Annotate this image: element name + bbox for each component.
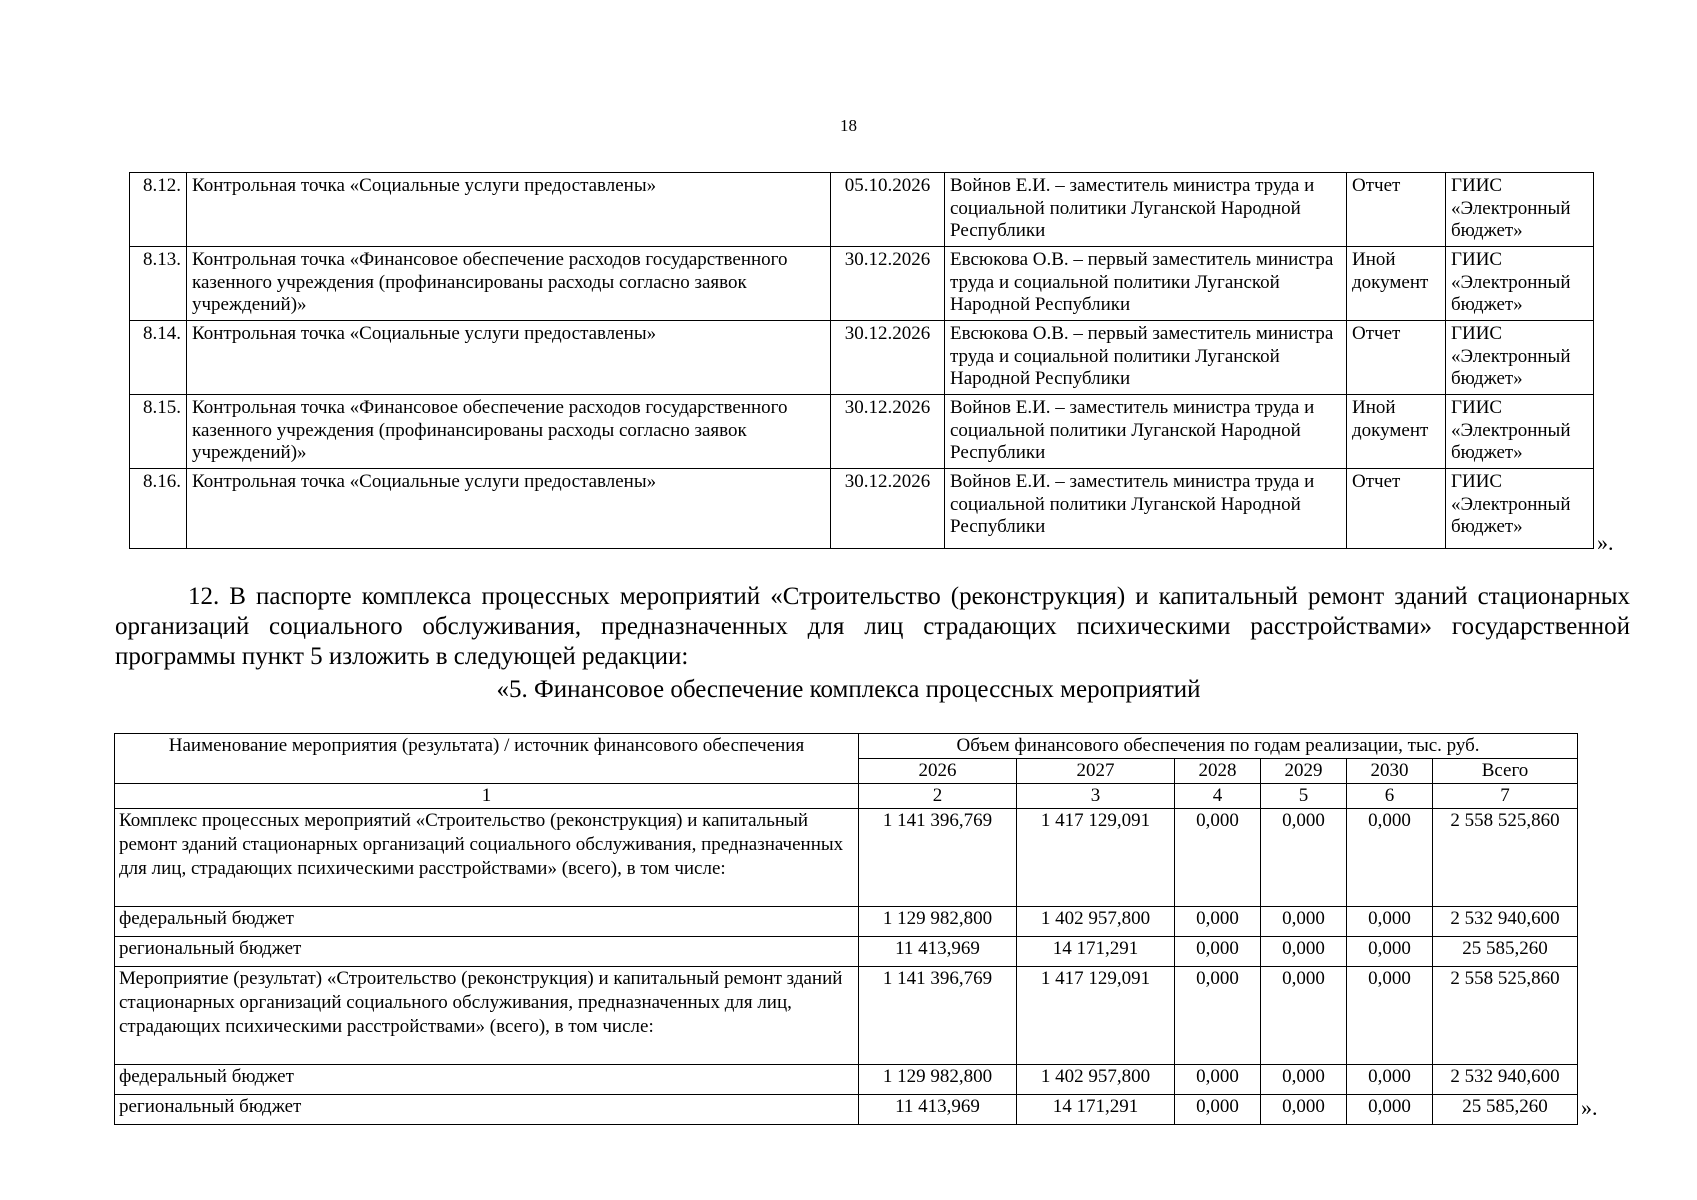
- finance-value: 0,000: [1347, 1065, 1433, 1095]
- finance-value: 0,000: [1261, 1065, 1347, 1095]
- finance-value: 14 171,291: [1017, 937, 1175, 967]
- finance-row-name: региональный бюджет: [115, 1095, 859, 1125]
- finance-value: 1 129 982,800: [859, 907, 1017, 937]
- checkpoint-row: [130, 247, 1594, 321]
- finance-row: [115, 967, 1578, 1065]
- checkpoint-row: [130, 395, 1594, 469]
- checkpoint-name: Контрольная точка «Социальные услуги предоставлены»: [187, 321, 831, 395]
- section-title: «5. Финансовое обеспечение комплекса процессных мероприятий: [496, 676, 1201, 703]
- finance-row-name: Комплекс процессных мероприятий «Строительство (реконструкция) и капитальный ремонт зданий стационарных организаций социального обслуживания, предназначенных для лиц, страдающих психическими расстройствами» (всего), в том числе:: [115, 809, 859, 907]
- checkpoint-document: Отчет: [1347, 321, 1446, 395]
- closing-quote: ».: [1581, 1095, 1598, 1120]
- checkpoint-date: 30.12.2026: [831, 321, 945, 395]
- checkpoint-document: Иной документ: [1347, 395, 1446, 469]
- column-numbers-row: [115, 784, 1578, 809]
- finance-row-name: федеральный бюджет: [115, 1065, 859, 1095]
- column-number: 3: [1017, 784, 1175, 809]
- checkpoint-row: [130, 173, 1594, 247]
- finance-row: [115, 907, 1578, 937]
- finance-value: 1 129 982,800: [859, 1065, 1017, 1095]
- finance-row-name: региональный бюджет: [115, 937, 859, 967]
- checkpoint-responsible: Евсюкова О.В. – первый заместитель министра труда и социальной политики Луганской Народной Республики: [945, 247, 1347, 321]
- finance-value: 14 171,291: [1017, 1095, 1175, 1125]
- finance-value: 0,000: [1261, 937, 1347, 967]
- finance-value: 1 417 129,091: [1017, 809, 1175, 907]
- finance-value: 2 532 940,600: [1433, 907, 1578, 937]
- checkpoint-responsible: Войнов Е.И. – заместитель министра труда и социальной политики Луганской Народной Республики: [945, 173, 1347, 247]
- finance-value: 0,000: [1261, 1095, 1347, 1125]
- checkpoint-number: 8.15.: [130, 395, 187, 469]
- finance-row-name: федеральный бюджет: [115, 907, 859, 937]
- checkpoint-number: 8.16.: [130, 469, 187, 549]
- checkpoint-system: ГИИС «Электронный бюджет»: [1446, 247, 1594, 321]
- finance-value: 2 532 940,600: [1433, 1065, 1578, 1095]
- finance-value: 1 402 957,800: [1017, 1065, 1175, 1095]
- finance-value: 0,000: [1175, 809, 1261, 907]
- header-name-cell: Наименование мероприятия (результата) / источник финансового обеспечения: [115, 734, 859, 784]
- column-number: 1: [115, 784, 859, 809]
- column-number: 5: [1261, 784, 1347, 809]
- checkpoint-responsible: Войнов Е.И. – заместитель министра труда и социальной политики Луганской Народной Республики: [945, 395, 1347, 469]
- checkpoint-number: 8.12.: [130, 173, 187, 247]
- checkpoint-number: 8.14.: [130, 321, 187, 395]
- year-cell: 2030: [1347, 759, 1433, 784]
- checkpoint-date: 05.10.2026: [831, 173, 945, 247]
- finance-value: 0,000: [1261, 907, 1347, 937]
- checkpoint-system: ГИИС «Электронный бюджет»: [1446, 173, 1594, 247]
- finance-row: [115, 937, 1578, 967]
- year-cell: 2027: [1017, 759, 1175, 784]
- finance-value: 0,000: [1347, 937, 1433, 967]
- finance-value: 0,000: [1175, 1095, 1261, 1125]
- finance-row-name: Мероприятие (результат) «Строительство (реконструкция) и капитальный ремонт зданий стационарных организаций социального обслуживания, предназначенных для лиц, страдающих психическими расстройствами» (всего), в том числе:: [115, 967, 859, 1065]
- finance-value: 11 413,969: [859, 1095, 1017, 1125]
- column-number: 7: [1433, 784, 1578, 809]
- checkpoint-document: Отчет: [1347, 173, 1446, 247]
- finance-value: 25 585,260: [1433, 937, 1578, 967]
- header-row: [115, 734, 1578, 759]
- header-volume-cell: Объем финансового обеспечения по годам реализации, тыс. руб.: [859, 734, 1578, 759]
- finance-value: 11 413,969: [859, 937, 1017, 967]
- checkpoint-system: ГИИС «Электронный бюджет»: [1446, 469, 1594, 549]
- finance-value: 0,000: [1347, 967, 1433, 1065]
- checkpoints-table: [129, 172, 1594, 549]
- finance-value: 25 585,260: [1433, 1095, 1578, 1125]
- finance-value: 0,000: [1347, 907, 1433, 937]
- year-cell: 2028: [1175, 759, 1261, 784]
- finance-row: [115, 809, 1578, 907]
- page-number: 18: [840, 116, 857, 135]
- finance-value: 0,000: [1261, 967, 1347, 1065]
- finance-value: 0,000: [1175, 907, 1261, 937]
- checkpoint-date: 30.12.2026: [831, 395, 945, 469]
- finance-row: [115, 1095, 1578, 1125]
- finance-row: [115, 1065, 1578, 1095]
- finance-value: 0,000: [1175, 967, 1261, 1065]
- finance-value: 0,000: [1175, 1065, 1261, 1095]
- checkpoint-row: [130, 469, 1594, 549]
- finance-value: 0,000: [1347, 1095, 1433, 1125]
- finance-value: 0,000: [1347, 809, 1433, 907]
- checkpoint-name: Контрольная точка «Финансовое обеспечение расходов государственного казенного учреждения (профинансированы расходы согласно заявок учреждений)»: [187, 247, 831, 321]
- checkpoint-date: 30.12.2026: [831, 247, 945, 321]
- checkpoint-name: Контрольная точка «Социальные услуги предоставлены»: [187, 469, 831, 549]
- checkpoint-responsible: Войнов Е.И. – заместитель министра труда и социальной политики Луганской Народной Республики: [945, 469, 1347, 549]
- closing-quote: ».: [1597, 530, 1614, 555]
- finance-value: 0,000: [1261, 809, 1347, 907]
- finance-value: 0,000: [1175, 937, 1261, 967]
- finance-value: 2 558 525,860: [1433, 967, 1578, 1065]
- column-number: 2: [859, 784, 1017, 809]
- column-number: 6: [1347, 784, 1433, 809]
- finance-value: 1 141 396,769: [859, 967, 1017, 1065]
- checkpoint-name: Контрольная точка «Финансовое обеспечение расходов государственного казенного учреждения (профинансированы расходы согласно заявок учреждений)»: [187, 395, 831, 469]
- column-number: 4: [1175, 784, 1261, 809]
- year-cell: Всего: [1433, 759, 1578, 784]
- checkpoint-row: [130, 321, 1594, 395]
- year-cell: 2029: [1261, 759, 1347, 784]
- finance-value: 1 141 396,769: [859, 809, 1017, 907]
- checkpoint-document: Отчет: [1347, 469, 1446, 549]
- checkpoint-name: Контрольная точка «Социальные услуги предоставлены»: [187, 173, 831, 247]
- checkpoint-document: Иной документ: [1347, 247, 1446, 321]
- checkpoint-system: ГИИС «Электронный бюджет»: [1446, 321, 1594, 395]
- checkpoint-number: 8.13.: [130, 247, 187, 321]
- finance-value: 2 558 525,860: [1433, 809, 1578, 907]
- checkpoint-responsible: Евсюкова О.В. – первый заместитель министра труда и социальной политики Луганской Народной Республики: [945, 321, 1347, 395]
- finance-value: 1 402 957,800: [1017, 907, 1175, 937]
- year-cell: 2026: [859, 759, 1017, 784]
- checkpoint-date: 30.12.2026: [831, 469, 945, 549]
- finance-value: 1 417 129,091: [1017, 967, 1175, 1065]
- amendment-paragraph: 12. В паспорте комплекса процессных мероприятий «Строительство (реконструкция) и капитальный ремонт зданий стационарных организаций социального обслуживания, предназначенных для лиц страдающих психическими расстройствами» государственной программы пункт 5 изложить в следующей редакции:: [115, 583, 1630, 670]
- checkpoint-system: ГИИС «Электронный бюджет»: [1446, 395, 1594, 469]
- finance-table: [114, 733, 1578, 1125]
